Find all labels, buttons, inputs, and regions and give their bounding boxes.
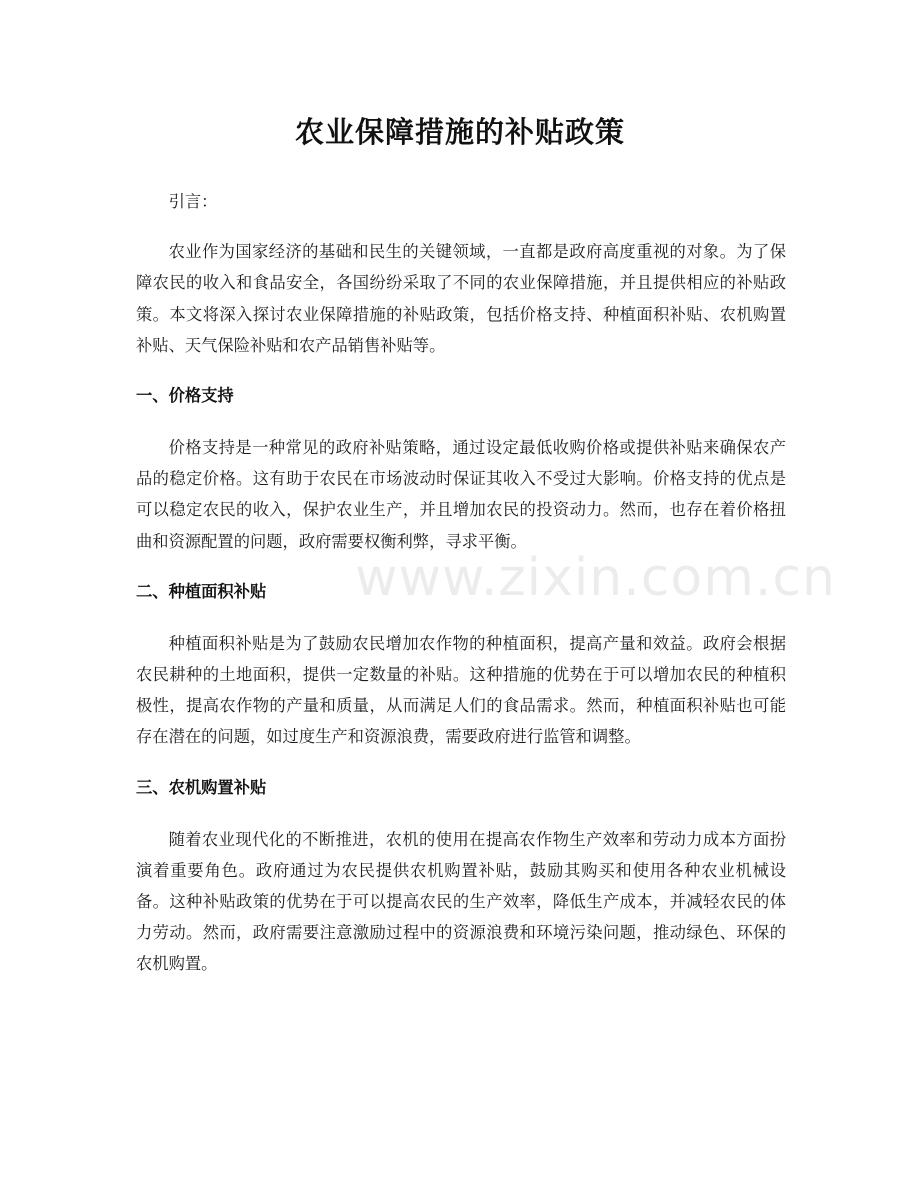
document-body [136,186,786,980]
intro-paragraph: 农业作为国家经济的基础和民生的关键领域，一直都是政府高度重视的对象。为了保障农民的收入和食品安全，各国纷纷采取了不同的农业保障措施，并且提供相应的补贴政策。本文将深入探讨农业保障措施的补贴政策，包括价格支持、种植面积补贴、农机购置补贴、天气保险补贴和农产品销售补贴等。 [136,242,786,355]
document-title: 农业保障措施的补贴政策 [294,115,625,149]
section-paragraph-planting-area-subsidy: 种植面积补贴是为了鼓励农民增加农作物的种植面积，提高产量和效益。政府会根据农民耕种的土地面积，提供一定数量的补贴。这种措施的优势在于可以增加农民的种植积极性，提高农作物的产量和质量，从而满足人们的食品需求。然而，种植面积补贴也可能存在潜在的问题，如过度生产和资源浪费，需要政府进行监管和调整。 [136,633,786,747]
intro-label: 引言： [168,192,218,211]
section-heading-price-support: 一、价格支持 [136,386,234,406]
section-heading-machinery-subsidy: 三、农机购置补贴 [136,777,267,797]
section-paragraph-machinery-subsidy: 随着农业现代化的不断推进，农机的使用在提高农作物生产效率和劳动力成本方面扮演着重要角色。政府通过为农民提供农机购置补贴，鼓励其购买和使用各种农业机械设备。这种补贴政策的优势在于可以提高农民的生产效率，降低生产成本，并减轻农民的体力劳动。然而，政府需要注意激励过程中的资源浪费和环境污染问题，推动绿色、环保的农机购置。 [136,829,786,974]
section-paragraph-price-support: 价格支持是一种常见的政府补贴策略，通过设定最低收购价格或提供补贴来确保农产品的稳定价格。这有助于农民在市场波动时保证其收入不受过大影响。价格支持的优点是可以稳定农民的收入，保护农业生产，并且增加农民的投资动力。然而，也存在着价格扭曲和资源配置的问题，政府需要权衡利弊，寻求平衡。 [136,438,786,551]
watermark: www.zixin.com.cn [355,548,836,608]
section-heading-planting-area-subsidy: 二、种植面积补贴 [136,581,267,601]
